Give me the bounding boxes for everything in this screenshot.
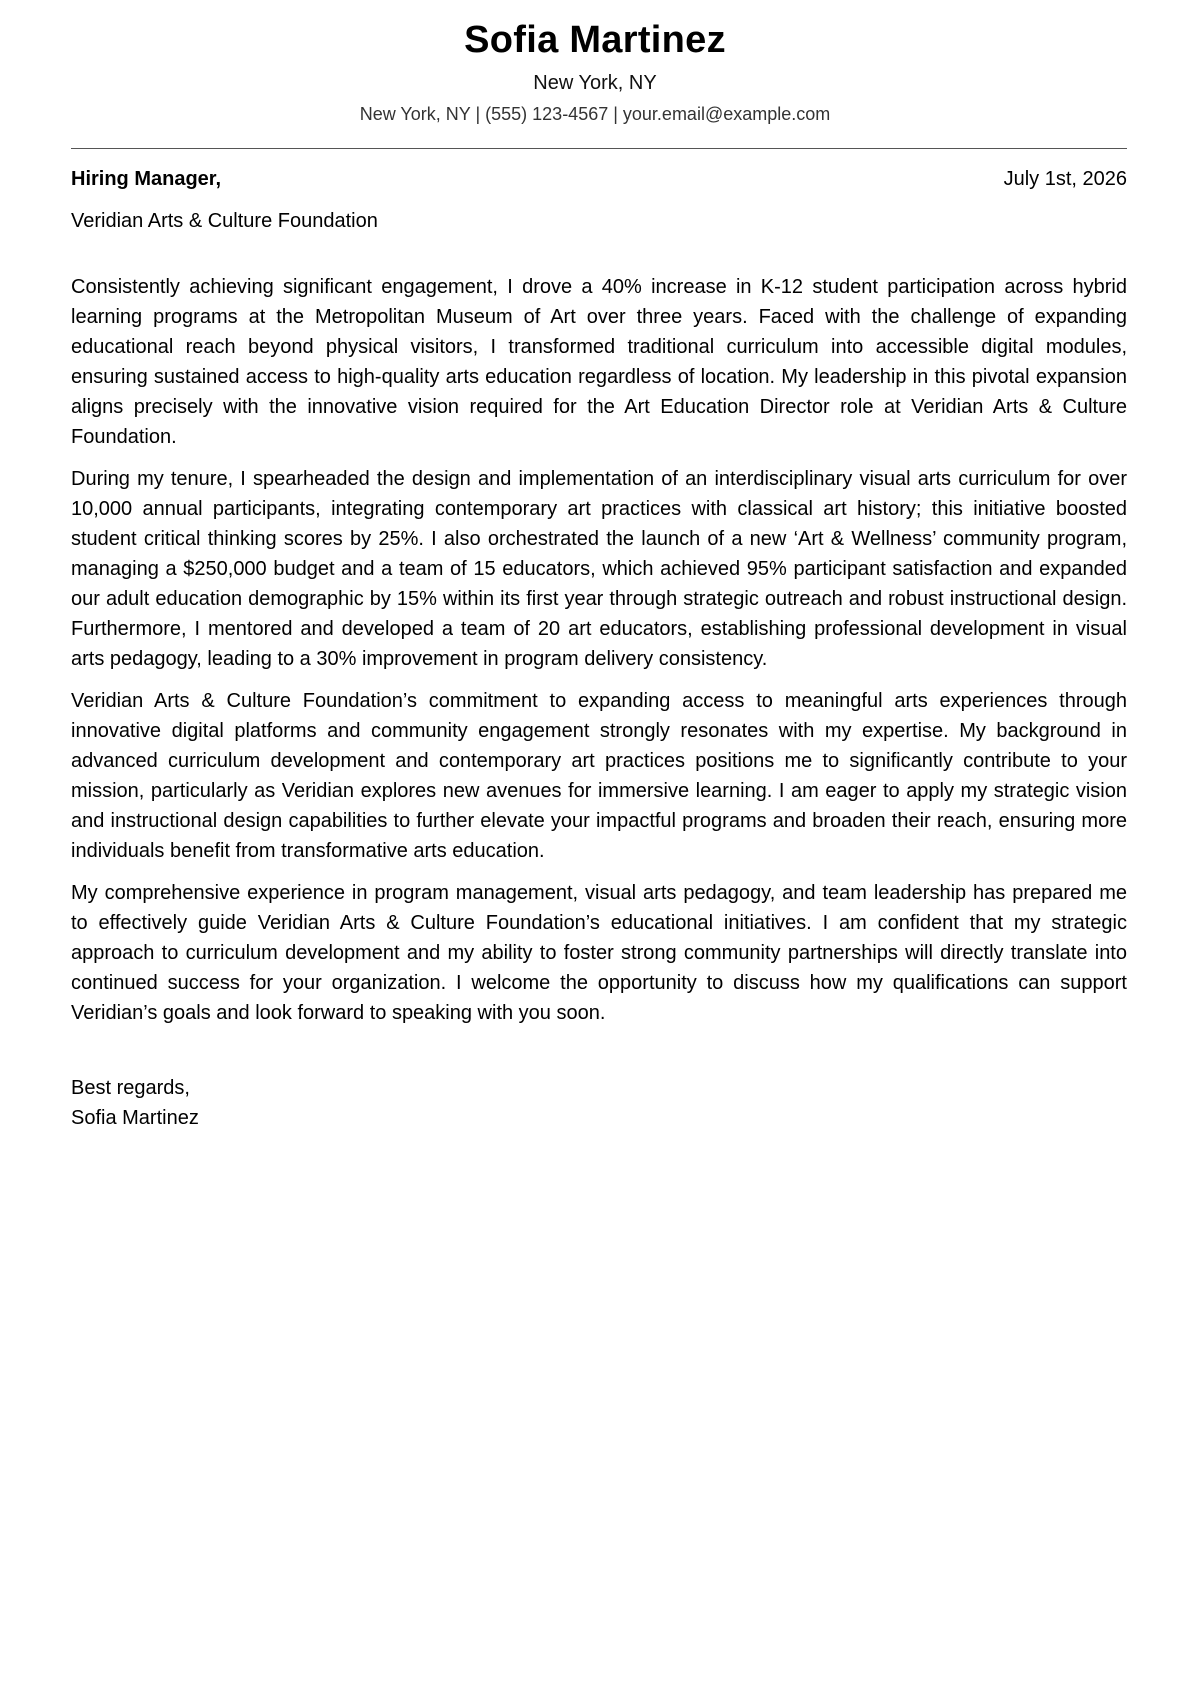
sender-location: New York, NY [533,72,657,94]
body-paragraph: My comprehensive experience in program management, visual arts pedagogy, and team leadership has prepared me to effectively guide Veridian Arts & Culture Foundation’s educational initiatives. I am confident that my strategic approach to curriculum development and my ability to foster strong community partnerships will directly translate into continued success for your organization. I welcome the opportunity to discuss how my qualifications can support Veridian’s goals and look forward to speaking with you soon. [71,882,1127,1024]
closing-salutation: Best regards, [71,1077,190,1099]
recipient-title: Hiring Manager, [71,168,222,190]
signature-name: Sofia Martinez [71,1107,199,1129]
recipient-row [71,166,1127,192]
sender-name: Sofia Martinez [464,19,726,61]
sender-contact-line: New York, NY | (555) 123-4567 | your.email@example.com [359,104,831,124]
letter-closing [71,1073,199,1133]
body-paragraph: Veridian Arts & Culture Foundation’s commitment to expanding access to meaningful arts experiences through innovative digital platforms and community engagement strongly resonates with my expertise. My background in advanced curriculum development and contemporary art practices positions me to significantly contribute to your mission, particularly as Veridian explores new avenues for immersive learning. I am eager to apply my strategic vision and instructional design capabilities to further elevate your impactful programs and broaden their reach, ensuring more individuals benefit from transformative arts education. [71,690,1127,862]
letter-body [71,272,1127,1040]
letter-header [0,14,1190,126]
body-paragraph: During my tenure, I spearheaded the design and implementation of an interdisciplinary visual arts curriculum for over 10,000 annual participants, integrating contemporary art practices with classical art history; this initiative boosted student critical thinking scores by 25%. I also orchestrated the launch of a new ‘Art & Wellness’ community program, managing a $250,000 budget and a team of 15 educators, which achieved 95% participant satisfaction and expanded our adult education demographic by 15% within its first year through strategic outreach and robust instructional design. Furthermore, I mentored and developed a team of 20 art educators, establishing professional development in visual arts pedagogy, leading to a 30% improvement in program delivery consistency. [71,468,1127,670]
header-divider [71,148,1127,149]
letter-date: July 1st, 2026 [1003,168,1127,190]
body-paragraph: Consistently achieving significant engagement, I drove a 40% increase in K-12 student participation across hybrid learning programs at the Metropolitan Museum of Art over three years. Faced with the challenge of expanding educational reach beyond physical visitors, I transformed traditional curriculum into accessible digital modules, ensuring sustained access to high-quality arts education regardless of location. My leadership in this pivotal expansion aligns precisely with the innovative vision required for the Art Education Director role at Veridian Arts & Culture Foundation. [71,276,1127,448]
recipient-company: Veridian Arts & Culture Foundation [71,210,378,232]
